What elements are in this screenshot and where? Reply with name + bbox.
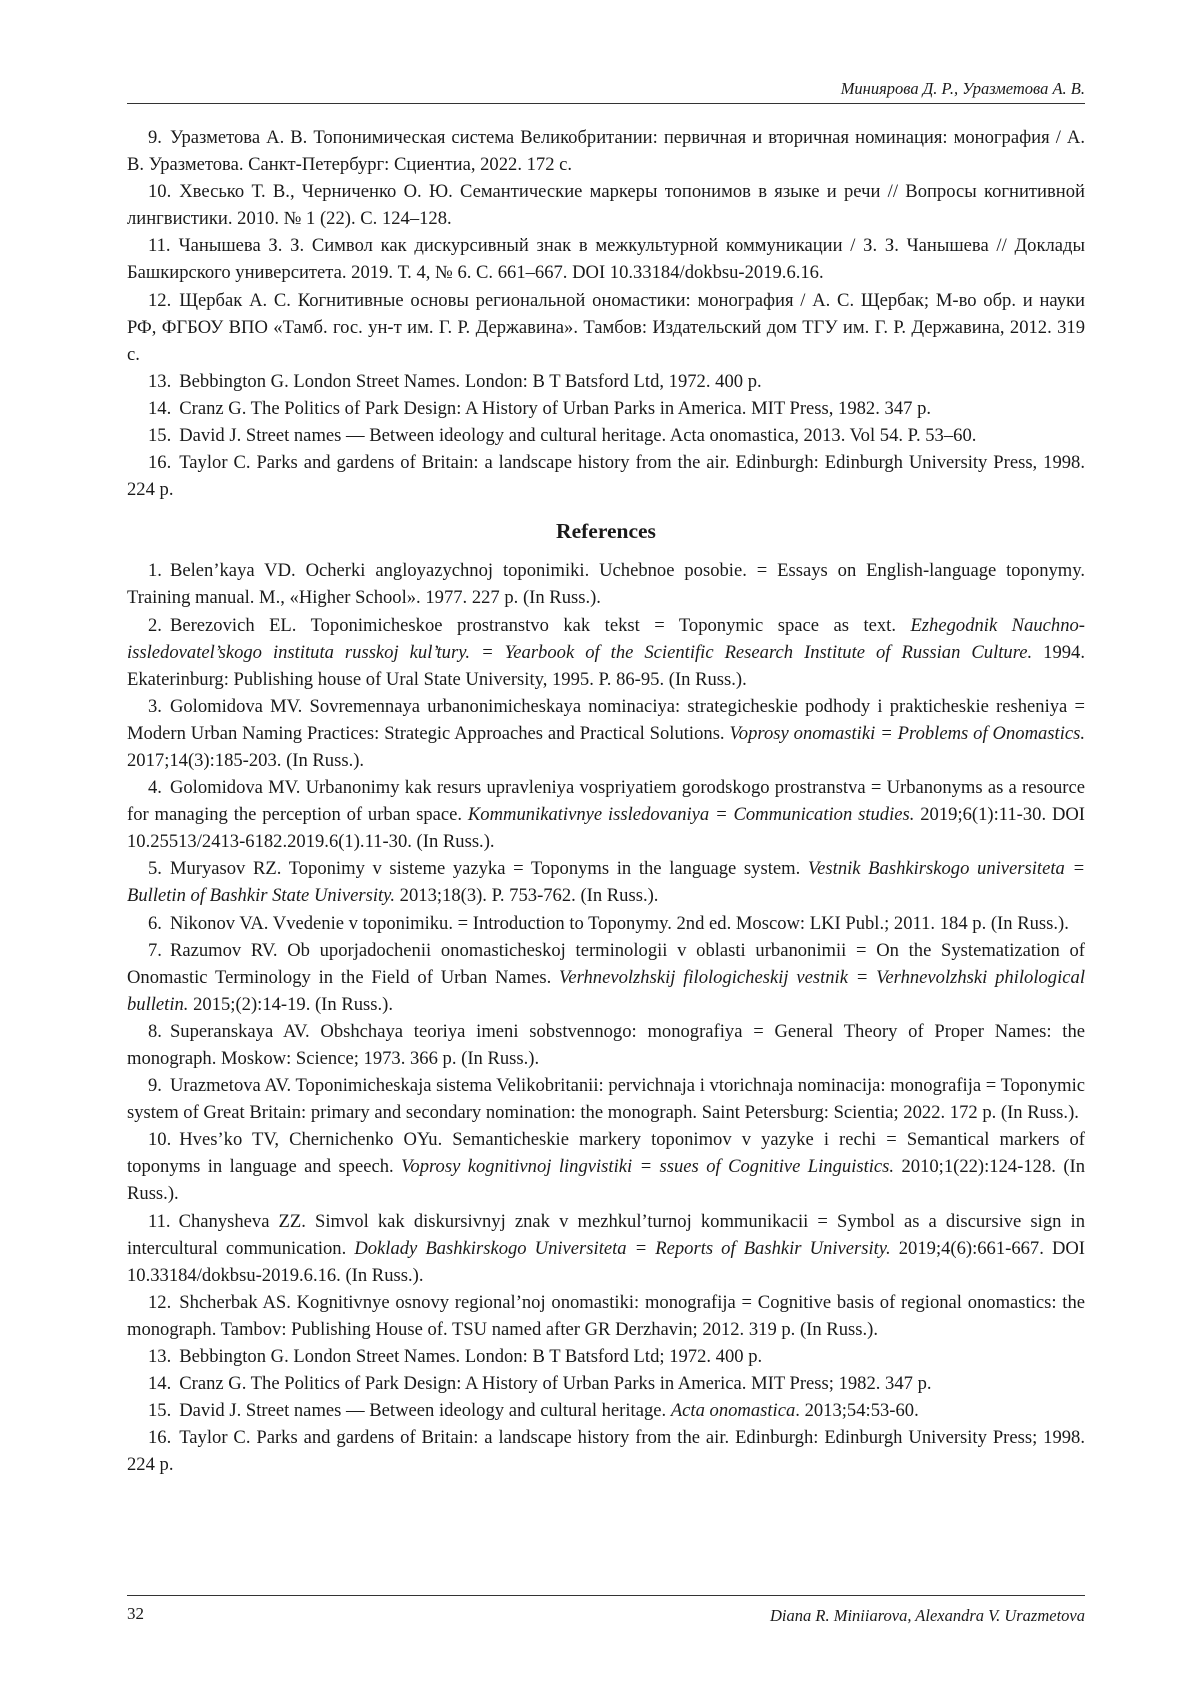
reference-entry: 11. Chanysheva ZZ. Simvol kak diskursivnyj znak v mezhkul’turnoj kommunikacii = Symbol as a discursive sign in intercultural communication. Doklady Bashkirskogo Universiteta = Reports of Bashkir University. 2019;4(6):661-667. DOI 10.33184/dokbsu-2019.6.16. (In Russ.). (127, 1210, 1085, 1286)
reference-entry: 3. Golomidova MV. Sovremennaya urbanonimicheskaya nominaciya: strategicheskie podhody i prakticheskie resheniya = Modern Urban Naming Practices: Strategic Approaches and Practical Solutions. Voprosy onomastiki = Problems of Onomastics. 2017;14(3):185-203. (In Russ.). (127, 695, 1086, 771)
footer-authors: Diana R. Miniiarova, Alexandra V. Urazmetova (770, 1606, 1085, 1625)
reference-entry: 13. Bebbington G. London Street Names. London: B T Batsford Ltd; 1972. 400 p. (148, 1346, 763, 1368)
header-rule (127, 103, 1085, 104)
literature-entry: 11. Чанышева З. З. Символ как дискурсивный знак в межкультурной коммуникации / З. З. Чанышева // Доклады Башкирского университета. 2019. Т. 4, № 6. С. 661–667. DOI 10.33184/dokbsu-2019.6.16. (127, 235, 1085, 284)
literature-list (127, 124, 1085, 503)
reference-entry: 14. Cranz G. The Politics of Park Design: A History of Urban Parks in America. MIT Press; 1982. 347 p. (148, 1373, 932, 1395)
reference-entry: 9. Urazmetova AV. Toponimicheskaja sistema Velikobritanii: pervichnaja i vtorichnaja nominacija: monografija = Toponymic system of Great Britain: primary and secondary nomination: the monograph. Saint Petersburg: Scientia; 2022. 172 p. (In Russ.). (127, 1075, 1085, 1124)
references-list (127, 557, 1085, 1478)
literature-entry: 14. Cranz G. The Politics of Park Design: A History of Urban Parks in America. MIT Press, 1982. 347 p. (148, 397, 932, 419)
literature-entry: 16. Taylor C. Parks and gardens of Britain: a landscape history from the air. Edinburgh: Edinburgh University Press, 1998. 224 p. (127, 452, 1085, 501)
page-number: 32 (127, 1604, 144, 1623)
reference-entry: 1. Belen’kaya VD. Ocherki angloyazychnoj toponimiki. Uchebnoe posobie. = Essays on English-language toponymy. Training manual. M., «Higher School». 1977. 227 p. (In Russ.). (127, 560, 1085, 609)
references-heading: References (556, 519, 656, 544)
literature-entry: 12. Щербак А. С. Когнитивные основы региональной ономастики: монография / А. С. Щербак; М-во обр. и науки РФ, ФГБОУ ВПО «Тамб. гос. ун-т им. Г. Р. Державина». Тамбов: Издательский дом ТГУ им. Г. Р. Державина, 2012. 319 с. (127, 289, 1085, 365)
literature-entry: 13. Bebbington G. London Street Names. London: B T Batsford Ltd, 1972. 400 p. (148, 370, 762, 392)
running-head: Миниярова Д. Р., Уразметова А. В. (840, 79, 1085, 98)
reference-entry: 16. Taylor C. Parks and gardens of Britain: a landscape history from the air. Edinburgh: Edinburgh University Press; 1998. 224 p. (127, 1427, 1085, 1476)
literature-entry: 10. Хвесько Т. В., Черниченко О. Ю. Семантические маркеры топонимов в языке и речи // Вопросы когнитивной лингвистики. 2010. № 1 (22). С. 124–128. (127, 181, 1085, 230)
reference-entry: 4. Golomidova MV. Urbanonimy kak resurs upravleniya vospriyatiem gorodskogo prostranstva = Urbanonyms as a resource for managing the perception of urban space. Kommunikativnye issledovaniya = Communication studies. 2019;6(1):11-30. DOI 10.25513/2413-6182.2019.6(1).11-30. (In Russ.). (127, 777, 1085, 853)
reference-entry: 2. Berezovich EL. Toponimicheskoe prostranstvo kak tekst = Toponymic space as text. Ezhegodnik Nauchno-issledovatel’skogo instituta russkoj kul’tury. = Yearbook of the Scientific Research Institute of Russian Culture. 1994. Ekaterinburg: Publishing house of Ural State University, 1995. P. 86-95. (In Russ.). (127, 614, 1085, 690)
reference-entry: 12. Shcherbak AS. Kognitivnye osnovy regional’noj onomastiki: monografija = Cognitive basis of regional onomastics: the monograph. Tambov: Publishing House of. TSU named after GR Derzhavin; 2012. 319 p. (In Russ.). (127, 1291, 1085, 1340)
reference-entry: 5. Muryasov RZ. Toponimy v sisteme yazyka = Toponyms in the language system. Vestnik Bashkirskogo universiteta = Bulletin of Bashkir State University. 2013;18(3). P. 753-762. (In Russ.). (127, 858, 1085, 907)
reference-entry: 6. Nikonov VA. Vvedenie v toponimiku. = Introduction to Toponymy. 2nd ed. Moscow: LKI Publ.; 2011. 184 p. (In Russ.). (148, 912, 1069, 934)
reference-entry: 15. David J. Street names — Between ideology and cultural heritage. Acta onomastica. 2013;54:53-60. (148, 1400, 919, 1422)
footer-rule (127, 1595, 1085, 1596)
reference-entry: 10. Hves’ko TV, Chernichenko OYu. Semanticheskie markery toponimov v yazyke i rechi = Semantical markers of toponyms in language and speech. Voprosy kognitivnoj lingvistiki = ssues of Cognitive Linguistics. 2010;1(22):124-128. (In Russ.). (127, 1129, 1086, 1205)
reference-entry: 8. Superanskaya AV. Obshchaya teoriya imeni sobstvennogo: monografiya = General Theory of Proper Names: the monograph. Moskow: Science; 1973. 366 p. (In Russ.). (127, 1020, 1085, 1069)
reference-entry: 7. Razumov RV. Ob uporjadochenii onomasticheskoj terminologii v oblasti urbanonimii = On the Systematization of Onomastic Terminology in the Field of Urban Names. Verhnevolzhskij filologicheskij vestnik = Verhnevolzhski philological bulletin. 2015;(2):14-19. (In Russ.). (127, 939, 1085, 1015)
content (127, 124, 1085, 1479)
literature-entry: 15. David J. Street names — Between ideology and cultural heritage. Acta onomastica, 2013. Vol 54. P. 53–60. (148, 425, 977, 447)
literature-entry: 9. Уразметова А. В. Топонимическая система Великобритании: первичная и вторичная номинация: монография / А. В. Уразметова. Санкт-Петербург: Сциентиа, 2022. 172 с. (127, 127, 1085, 176)
